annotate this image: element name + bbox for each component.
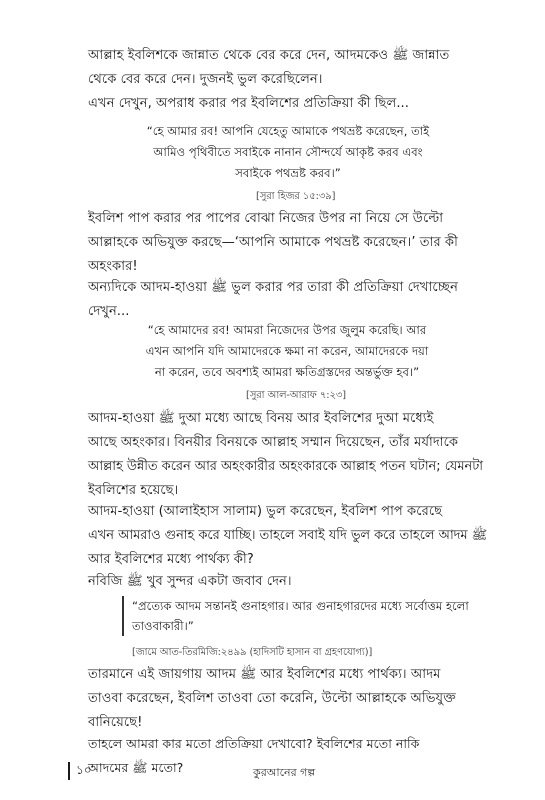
book-title: কুরআনের গল্প <box>253 766 316 779</box>
page-number: ১০ <box>76 763 92 777</box>
paragraph-7-line-1: নবিজি ﷺ খুব সুন্দর একটা জবাব দেন। <box>88 574 292 589</box>
quote-hijr-line-1: “হে আমার রব! আপনি যেহেতু আমাকে পথভ্রষ্ট করেছেন, তাই <box>146 124 430 138</box>
paragraph-6-line-1: আদম-হাওয়া (আলাইহাস সালাম) ভুল করেছেন, ইবলিশ পাপ করেছে <box>88 504 443 519</box>
quote-araf-line-2: এখন আপনি যদি আমাদেরকে ক্ষমা না করেন, আমাদেরকে দয়া <box>145 344 429 358</box>
paragraph-1-line-2: থেকে বের করে দেন। দুজনই ভুল করেছিলেন। <box>88 72 323 87</box>
hadith-line-1: “প্রত্যেক আদম সন্তানই গুনাহগার। আর গুনাহগারদের মধ্যে সর্বোত্তম হলো <box>132 599 469 613</box>
paragraph-8-line-2: তাওবা করেছেন, ইবলিশ তাওবা তো করেনি, উল্টো আল্লাহকে অভিযুক্ত <box>88 691 456 706</box>
paragraph-3-line-1: ইবলিশ পাপ করার পর পাপের বোঝা নিজের উপর না নিয়ে সে উল্টো <box>88 211 444 226</box>
paragraph-4-line-1: অন্যদিকে আদম-হাওয়া ﷺ ভুল করার পর তারা কী প্রতিক্রিয়া দেখাচ্ছেন <box>88 280 458 295</box>
paragraph-6-line-2: এখন আমরাও গুনাহ করে যাচ্ছি। তাহলে সবাই যদি ভুল করে তাহলে আদম ﷺ <box>88 528 488 543</box>
quote-araf-line-1: “হে আমাদের রব! আমরা নিজেদের উপর জুলুম করেছি। আর <box>147 323 427 337</box>
footer-divider <box>68 762 70 780</box>
paragraph-5-line-3: আল্লাহ উন্নীত করেন আর অহংকারীর অহংকারকে আল্লাহ পতন ঘটান; যেমনটা <box>88 459 483 474</box>
paragraph-5-line-2: আছে অহংকার। বিনয়ীর বিনয়কে আল্লাহ সম্মান দিয়েছেন, তাঁর মর্যাদাকে <box>88 435 459 450</box>
paragraph-6-line-3: আর ইবলিশের মধ্যে পার্থক্য কী? <box>88 552 254 567</box>
quote-araf-line-3: না করেন, তবে অবশ্যই আমরা ক্ষতিগ্রস্তদের অন্তর্ভুক্ত হব।” <box>154 365 420 379</box>
quote-hijr-line-2: আমিও পৃথিবীতে সবাইকে নানান সৌন্দর্যে আকৃষ্ট করব এবং <box>153 145 423 159</box>
page-footer <box>68 760 488 782</box>
hadith-reference: [জামে আত-তিরমিজি:২৪৯৯ (হাদিসটি হাসান বা গ্রহণযোগ্য)] <box>132 647 373 658</box>
paragraph-5 <box>88 407 488 503</box>
paragraph-1 <box>88 44 488 92</box>
paragraph-5-line-4: ইবলিশের হয়েছে। <box>88 483 179 498</box>
paragraph-8 <box>88 663 488 735</box>
hadith-line-2: তাওবাকারী।” <box>132 619 194 633</box>
paragraph-2-line-1: এখন দেখুন, অপরাধ করার পর ইবলিশের প্রতিক্রিয়া কী ছিল... <box>88 96 409 111</box>
paragraph-3-line-3: অহংকার! <box>88 259 138 274</box>
paragraph-9-line-1: তাহলে আমরা কার মতো প্রতিক্রিয়া দেখাবো? ইবলিশের মতো নাকি <box>88 736 420 751</box>
paragraph-9-line-2: আদমের ﷺ মতো? <box>88 760 184 775</box>
quote-araf-reference: [সুরা আল-আরাফ ৭:২৩] <box>246 390 347 401</box>
quote-hijr-line-3: সবাইকে পথভ্রষ্ট করব।” <box>235 166 341 180</box>
paragraph-8-line-1: তারমানে এই জায়গায় আদম ﷺ আর ইবলিশের মধ্যে পার্থক্য। আদম <box>88 667 441 682</box>
quote-araf <box>112 320 462 383</box>
paragraph-3-line-2: আল্লাহকে অভিযুক্ত করছে—‘আপনি আমাকে পথভ্রষ্ট করেছেন।’ তার কী <box>88 235 458 250</box>
paragraph-4 <box>88 276 488 324</box>
paragraph-7 <box>88 570 488 594</box>
paragraph-4-line-2: দেখুন... <box>88 304 130 319</box>
paragraph-1-line-1: আল্লাহ ইবলিশকে জান্নাত থেকে বের করে দেন, আদমকেও ﷺ জান্নাত <box>88 48 450 63</box>
quote-hijr-reference: [সুরা হিজর ১৫:৩৯] <box>256 191 336 202</box>
hadith-quote <box>122 596 482 636</box>
quote-hijr <box>118 121 458 184</box>
paragraph-2 <box>88 92 488 116</box>
paragraph-8-line-3: বানিয়েছে! <box>88 715 143 730</box>
paragraph-3 <box>88 207 488 279</box>
paragraph-5-line-1: আদম-হাওয়া ﷺ দুআ মধ্যে আছে বিনয় আর ইবলিশের দুআ মধ্যেই <box>88 411 434 426</box>
paragraph-6 <box>88 500 488 572</box>
